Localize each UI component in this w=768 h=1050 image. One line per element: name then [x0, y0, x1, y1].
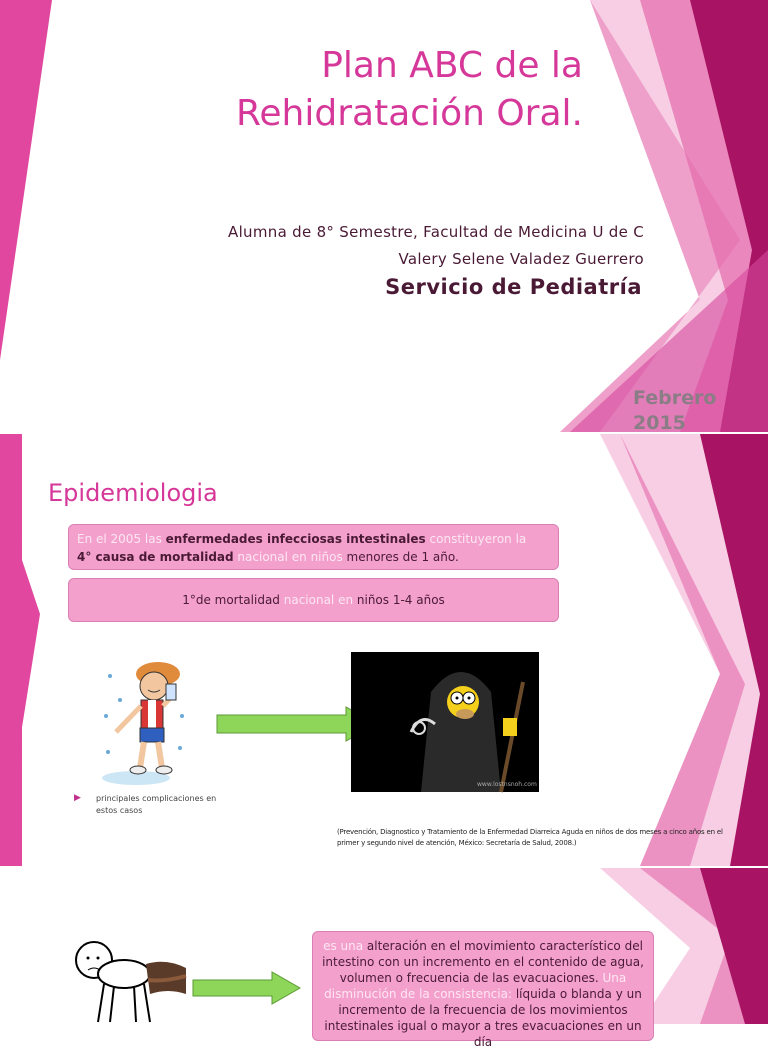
date-month: Febrero — [633, 387, 717, 409]
text-segment: Una disminución de la consistencia: — [324, 971, 627, 1001]
grim-reaper-image — [351, 652, 539, 792]
text-segment: 1°de mortalidad — [182, 593, 284, 607]
text-segment: constituyeron la — [425, 532, 527, 546]
epidemiology-slide — [0, 434, 768, 866]
text-segment: En el 2005 las — [77, 532, 166, 546]
title-slide — [0, 0, 768, 432]
citation-text: (Prevención, Diagnostico y Tratamiento de la Enfermedad Diarreica Aguda en niños de dos meses a cinco años en el primer y segundo nivel de atención, México: Secretaría de Salud, 2008.) — [337, 828, 723, 847]
text-segment: menores de 1 año. — [342, 550, 459, 564]
subtitle-line-2: Valery Selene Valadez Guerrero — [398, 250, 644, 268]
text-segment: es una — [323, 939, 367, 953]
title-line-2: Rehidratación Oral. — [236, 93, 583, 134]
presentation-date — [633, 386, 716, 436]
text-segment: alteración en el movimiento — [366, 939, 536, 953]
diarrhea-definition-box — [312, 931, 654, 1049]
epidemiology-box-2 — [68, 578, 559, 622]
bullet-marker-icon: ▶ — [74, 793, 81, 803]
text-segment: líquida o blanda y un incremento de la frecuencia de los movimientos intestinales igual o mayor a tres evacuaciones en un día — [324, 987, 642, 1049]
text-segment: niños 1-4 años — [353, 593, 445, 607]
date-year: 2015 — [633, 412, 686, 434]
image-watermark: www.lostnsnoh.com — [477, 781, 537, 788]
slide-title: Epidemiologia — [48, 479, 218, 507]
service-name: Servicio de Pediatría — [385, 275, 642, 299]
definition-slide — [0, 868, 768, 1049]
text-segment-bold: enfermedades infecciosas intestinales — [165, 532, 426, 546]
right-arrow-icon — [192, 971, 302, 1005]
text-segment: característico del intestino con un incremento en el contenido de agua, volumen o frecuencia de las evacuaciones. — [322, 939, 644, 985]
text-segment: nacional en — [283, 593, 354, 607]
text-segment: nacional en niños — [233, 550, 343, 564]
title-line-1: Plan ABC de la — [321, 45, 583, 86]
dehydrated-child-illustration — [96, 656, 188, 788]
stick-figure-illustration — [74, 934, 188, 1024]
bullet-text: principales complicaciones en estos casos — [96, 794, 217, 815]
presentation-title — [236, 42, 583, 138]
epidemiology-box-1 — [68, 524, 559, 570]
text-segment-bold: 4° causa de mortalidad — [77, 550, 234, 564]
author-info — [228, 219, 644, 273]
subtitle-line-1: Alumna de 8° Semestre, Facultad de Medicina U de C — [228, 223, 644, 241]
